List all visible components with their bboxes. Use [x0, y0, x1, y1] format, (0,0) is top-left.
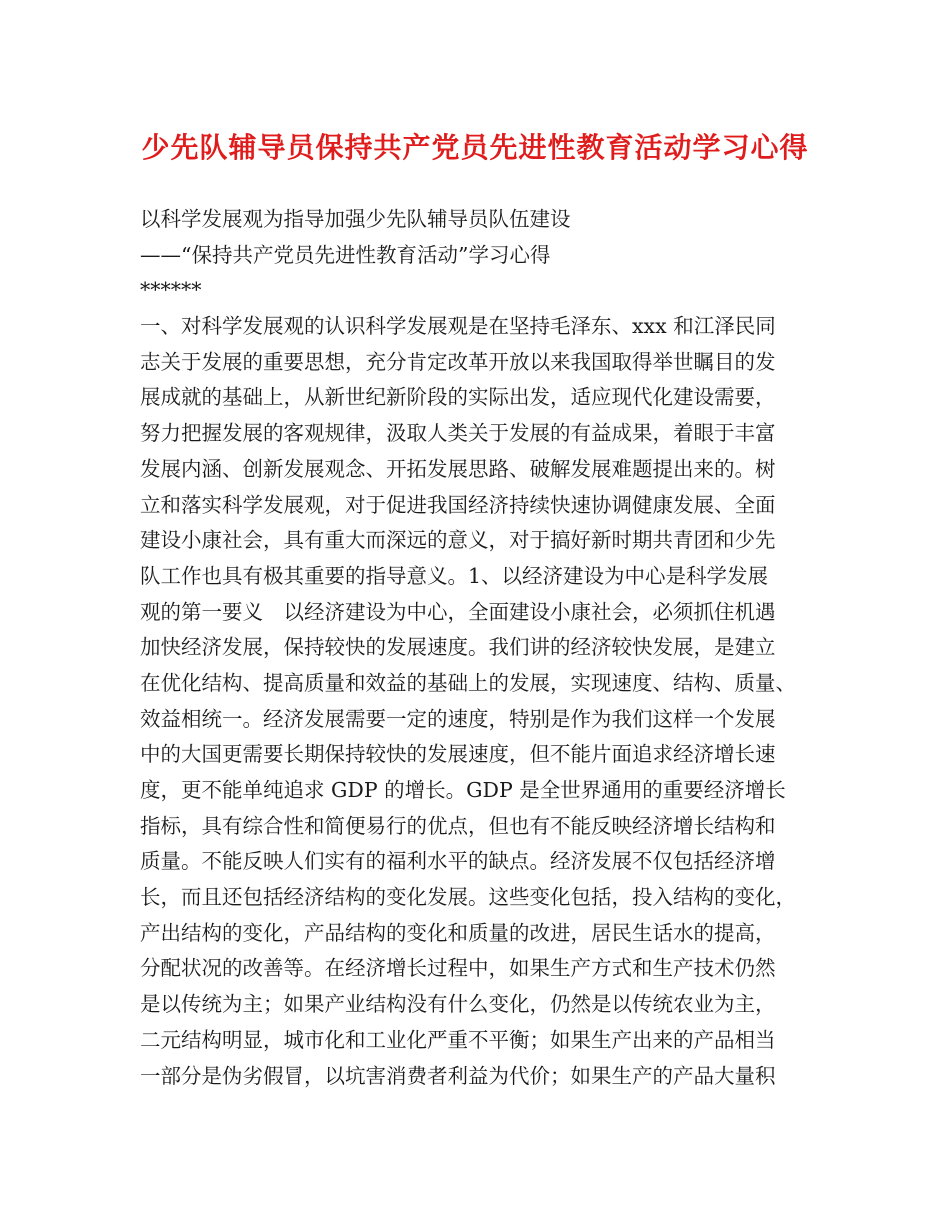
body-line: 队工作也具有极其重要的指导意义。1、以经济建设为中心是科学发展 [140, 563, 769, 588]
body-line: 产出结构的变化，产品结构的变化和质量的改进，居民生话水的提高， [140, 920, 776, 945]
body-line: 是以传统为主；如果产业结构没有什么变化，仍然是以传统农业为主， [140, 992, 776, 1017]
body-line: 立和落实科学发展观，对于促进我国经济持续快速协调健康发展、全面 [140, 492, 776, 517]
body-line: 二元结构明显，城市化和工业化严重不平衡；如果生产出来的产品相当 [140, 1027, 776, 1052]
body-line: 度，更不能单纯追求 GDP 的增长。GDP 是全世界通用的重要经济增长 [140, 778, 786, 802]
body-line: 发展内涵、创新发展观念、开拓发展思路、破解发展难题提出来的。树 [140, 456, 776, 481]
body-line: 在优化结构、提高质量和效益的基础上的发展，实现速度、结构、质量、 [140, 670, 796, 695]
body-line: ****** [140, 278, 202, 303]
body-line: ——“保持共产党员先进性教育活动”学习心得 [140, 242, 551, 267]
body-line: 展成就的基础上，从新世纪新阶段的实际出发，适应现代化建设需要， [140, 385, 776, 410]
body-line: 志关于发展的重要思想，充分肯定改革开放以来我国取得举世瞩目的发 [140, 349, 776, 374]
body-line: 效益相统一。经济发展需要一定的速度，特别是作为我们这样一个发展 [140, 706, 776, 731]
body-line: 观的第一要义 以经济建设为中心，全面建设小康社会，必须抓住机遇 [140, 599, 776, 624]
body-line: 一、对科学发展观的认识科学发展观是在坚持毛泽东、xxx 和江泽民同 [140, 314, 776, 339]
body-line: 建设小康社会，具有重大而深远的意义，对于搞好新时期共青团和少先 [140, 528, 776, 553]
body-line: 质量。不能反映人们实有的福利水平的缺点。经济发展不仅包括经济增 [140, 849, 776, 874]
body-line: 分配状况的改善等。在经济增长过程中，如果生产方式和生产技术仍然 [140, 956, 776, 981]
body-line: 加快经济发展，保持较快的发展速度。我们讲的经济较快发展，是建立 [140, 635, 776, 660]
body-line: 指标，具有综合性和简便易行的优点，但也有不能反映经济增长结构和 [140, 813, 776, 838]
body-line: 中的大国更需要长期保持较快的发展速度，但不能片面追求经济增长速 [140, 742, 776, 767]
body-line: 长，而且还包括经济结构的变化发展。这些变化包括，投入结构的变化， [140, 885, 796, 910]
document-title: 少先队辅导员保持共产党员先进性教育活动学习心得 [141, 131, 809, 164]
body-line: 一部分是伪劣假冒，以坑害消费者利益为代价；如果生产的产品大量积 [140, 1063, 776, 1088]
body-line: 努力把握发展的客观规律，汲取人类关于发展的有益成果，着眼于丰富 [140, 421, 776, 446]
body-line: 以科学发展观为指导加强少先队辅导员队伍建设 [140, 207, 571, 231]
document-body [140, 202, 840, 1094]
